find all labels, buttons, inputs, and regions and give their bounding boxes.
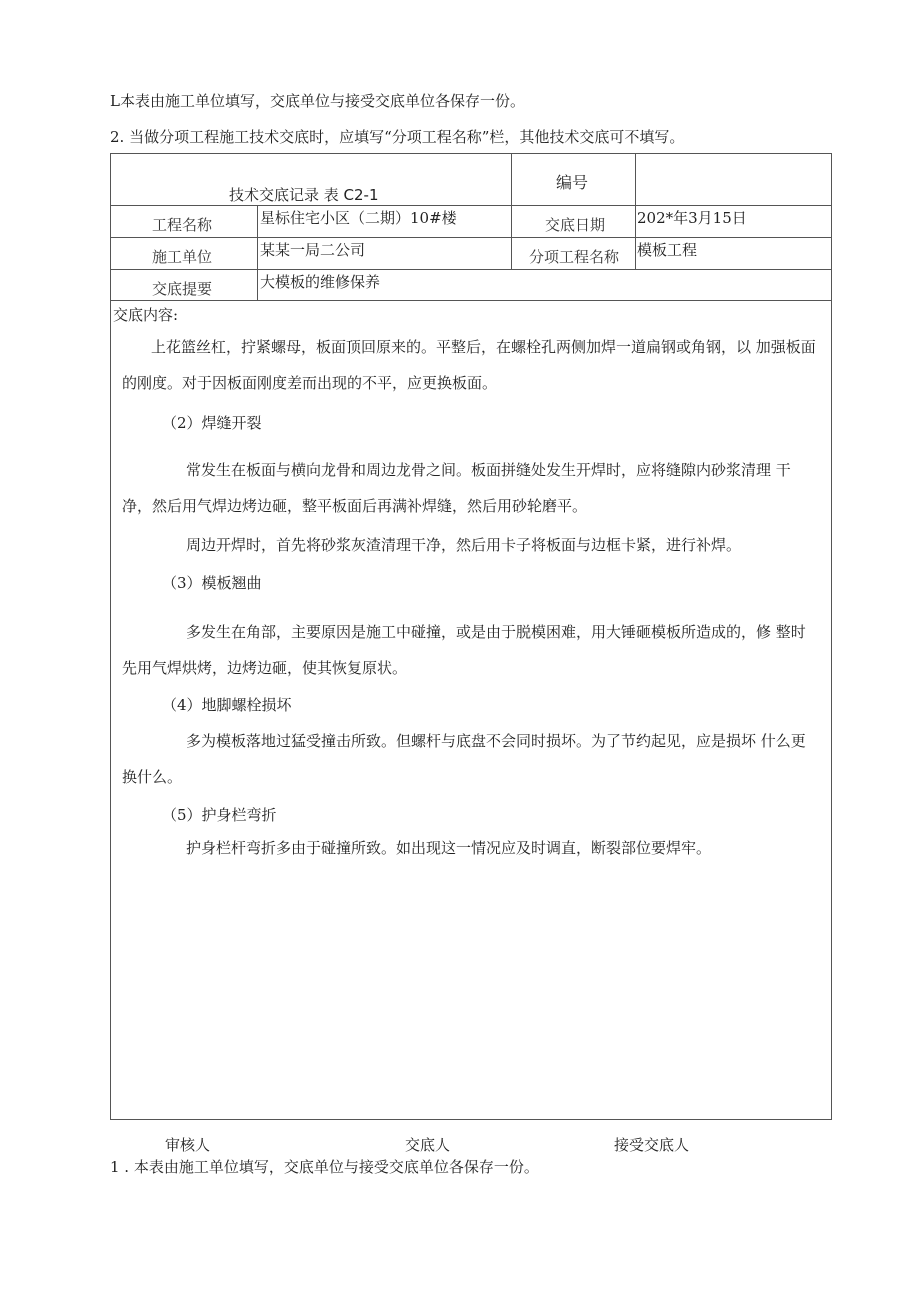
disclosure-date-label: 交底日期: [545, 216, 606, 234]
receiver-label: 接受交底人: [614, 1136, 690, 1154]
row-divider: [111, 205, 831, 206]
content-line: 先用气焊烘烤，边烤边砸，使其恢复原状。: [122, 659, 408, 677]
sub-project-value: 模板工程: [637, 241, 698, 259]
discloser-label: 交底人: [405, 1136, 451, 1154]
note-top-1: L本表由施工单位填写，交底单位与接受交底单位各保存一份。: [110, 92, 525, 110]
content-line: 换什么。: [122, 768, 183, 786]
content-heading: （2）焊缝开裂: [162, 414, 262, 432]
content-line: 上花篮丝杠，拧紧螺母，板面顶回原来的。平整后，在螺栓孔两侧加焊一道扁钢或角钢，以 加强板面: [151, 338, 816, 356]
content-line: 多为模板落地过猛受撞击所致。但螺杆与底盘不会同时损坏。为了节约起见，应是损坏 什么更: [186, 732, 806, 750]
reviewer-label: 审核人: [165, 1136, 211, 1154]
project-name-label: 工程名称: [152, 216, 213, 234]
content-line: 护身栏杆弯折多由于碰撞所致。如出现这一情况应及时调直，断裂部位要焊牢。: [186, 839, 712, 857]
row-divider: [111, 269, 831, 270]
summary-label: 交底提要: [152, 280, 213, 298]
content-heading: （3）模板翘曲: [162, 574, 262, 592]
content-label: 交底内容:: [113, 306, 179, 324]
disclosure-form-table: [110, 153, 832, 1120]
content-line: 常发生在板面与横向龙骨和周边龙骨之间。板面拼缝处发生开焊时，应将缝隙内砂浆清理 干: [186, 461, 791, 479]
col-divider: [511, 154, 512, 269]
project-name-value: 星标住宅小区（二期）10#楼: [260, 209, 457, 227]
content-line: 周边开焊时，首先将砂浆灰渣清理干净，然后用卡子将板面与边框卡紧，进行补焊。: [186, 536, 742, 554]
col-divider: [257, 205, 258, 300]
content-line: 多发生在角部，主要原因是施工中碰撞，或是由于脱模困难，用大锤砸模板所造成的，修 整时: [186, 623, 806, 641]
col-divider: [635, 154, 636, 269]
sub-project-label: 分项工程名称: [529, 248, 620, 266]
row-divider: [111, 300, 831, 301]
content-heading: （4）地脚螺栓损坏: [162, 696, 292, 714]
form-title: 技术交底记录 表 C2-1: [229, 186, 379, 204]
disclosure-date-value: 202*年3月15日: [637, 209, 747, 227]
content-heading: （5）护身栏弯折: [162, 806, 277, 824]
content-line: 的刚度。对于因板面刚度差而出现的不平，应更换板面。: [122, 374, 498, 392]
number-label: 编号: [556, 173, 589, 192]
summary-value: 大模板的维修保养: [260, 273, 381, 291]
construction-unit-label: 施工单位: [152, 248, 213, 266]
construction-unit-value: 某某一局二公司: [260, 241, 366, 259]
note-bottom: 1 . 本表由施工单位填写，交底单位与接受交底单位各保存一份。: [110, 1158, 539, 1176]
row-divider: [111, 237, 831, 238]
note-top-2: 2. 当做分项工程施工技术交底时，应填写“分项工程名称”栏，其他技术交底可不填写。: [110, 128, 685, 146]
content-line: 净，然后用气焊边烤边砸，整平板面后再满补焊缝，然后用砂轮磨平。: [122, 497, 588, 515]
